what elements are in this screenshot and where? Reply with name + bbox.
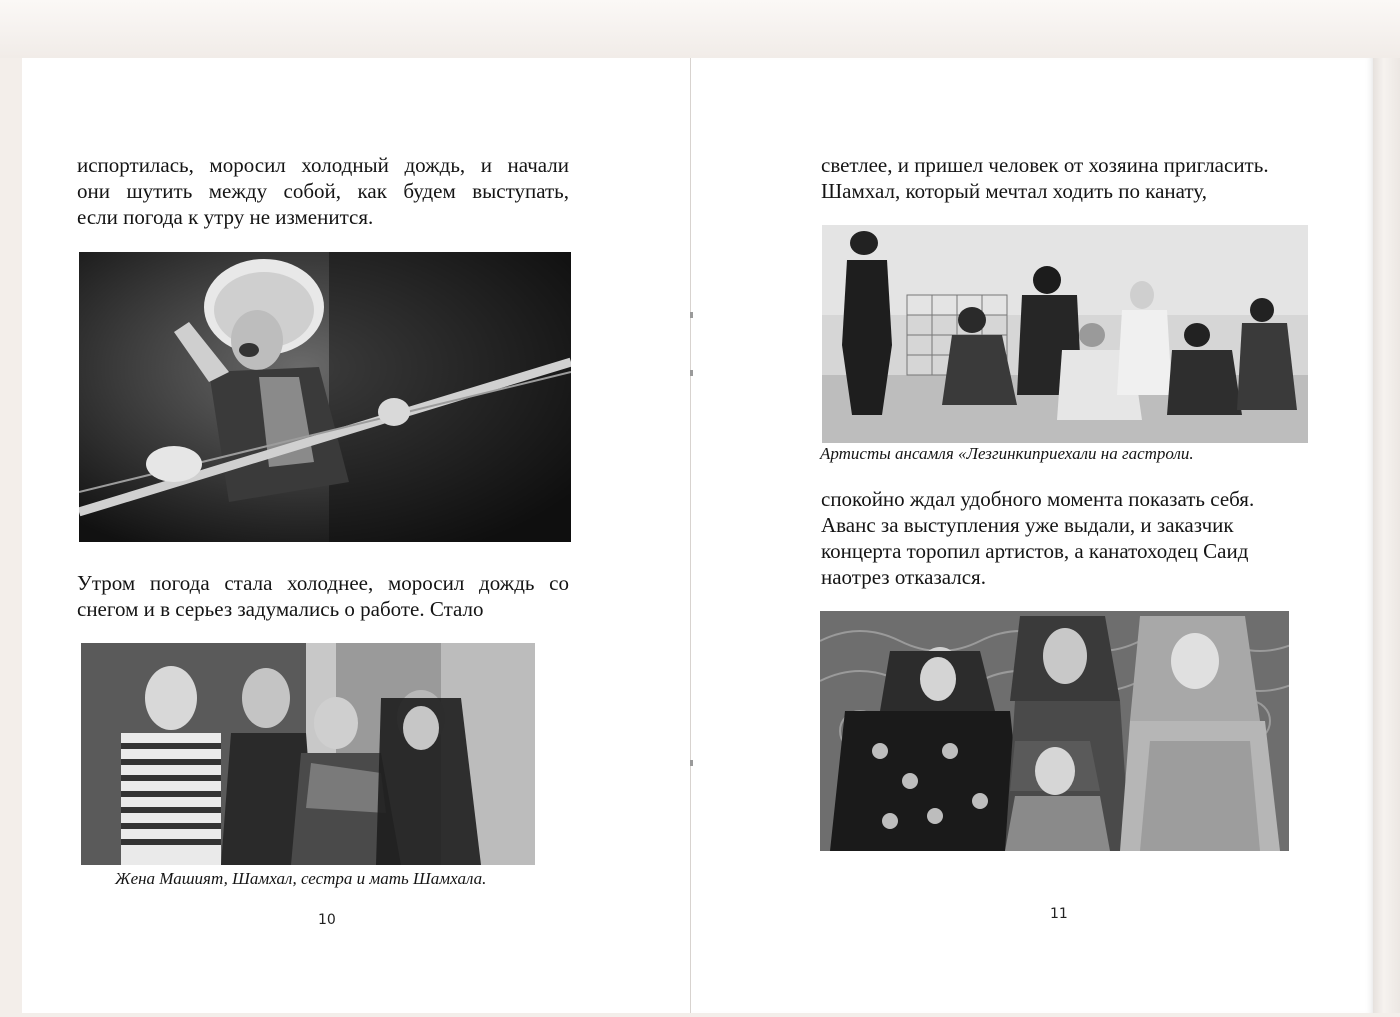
scan-background (0, 0, 1400, 58)
family-group-icon (81, 643, 535, 865)
text-line: Утром погода стала холоднее, моросил дождь со (77, 571, 569, 595)
text-line: они шутить между собой, как будем выступать, (77, 179, 569, 203)
text-line: если погода к утру не изменится. (77, 205, 374, 229)
caption-family: Жена Машият, Шамхал, сестра и мать Шамхала. (115, 869, 487, 888)
text-line: светлее, и пришел человек от хозяина пригласить. (821, 153, 1269, 177)
text-line: спокойно ждал удобного момента показать себя. (821, 487, 1255, 511)
text-line: Аванс за выступления уже выдали, и заказчик (821, 513, 1234, 537)
spine-mark (690, 312, 693, 318)
women-group-icon (820, 611, 1289, 851)
page-number-left: 10 (318, 912, 336, 928)
text-line: снегом и в серьез задумались о работе. Стало (77, 597, 484, 621)
text-line: Шамхал, который мечтал ходить по канату, (821, 179, 1207, 203)
left-paragraph-2 (77, 570, 569, 622)
text-line: концерта торопил артистов, а канатоходец Саид (821, 539, 1249, 563)
book-edge (1373, 58, 1400, 1013)
caption-ensemble: Артисты ансамля «Лезгинкиприехали на гастроли. (820, 444, 1194, 463)
text-line: наотрез отказался. (821, 565, 986, 589)
right-paragraph-1 (821, 152, 1321, 204)
performer-on-rope-icon (79, 252, 571, 542)
spine-mark (690, 760, 693, 766)
left-paragraph-1 (77, 152, 569, 230)
spine-mark (690, 370, 693, 376)
right-paragraph-2 (821, 486, 1321, 590)
ensemble-artists-icon (822, 225, 1308, 443)
text-line: испортилась, моросил холодный дождь, и начали (77, 153, 569, 177)
page-number-right: 11 (1050, 906, 1068, 922)
